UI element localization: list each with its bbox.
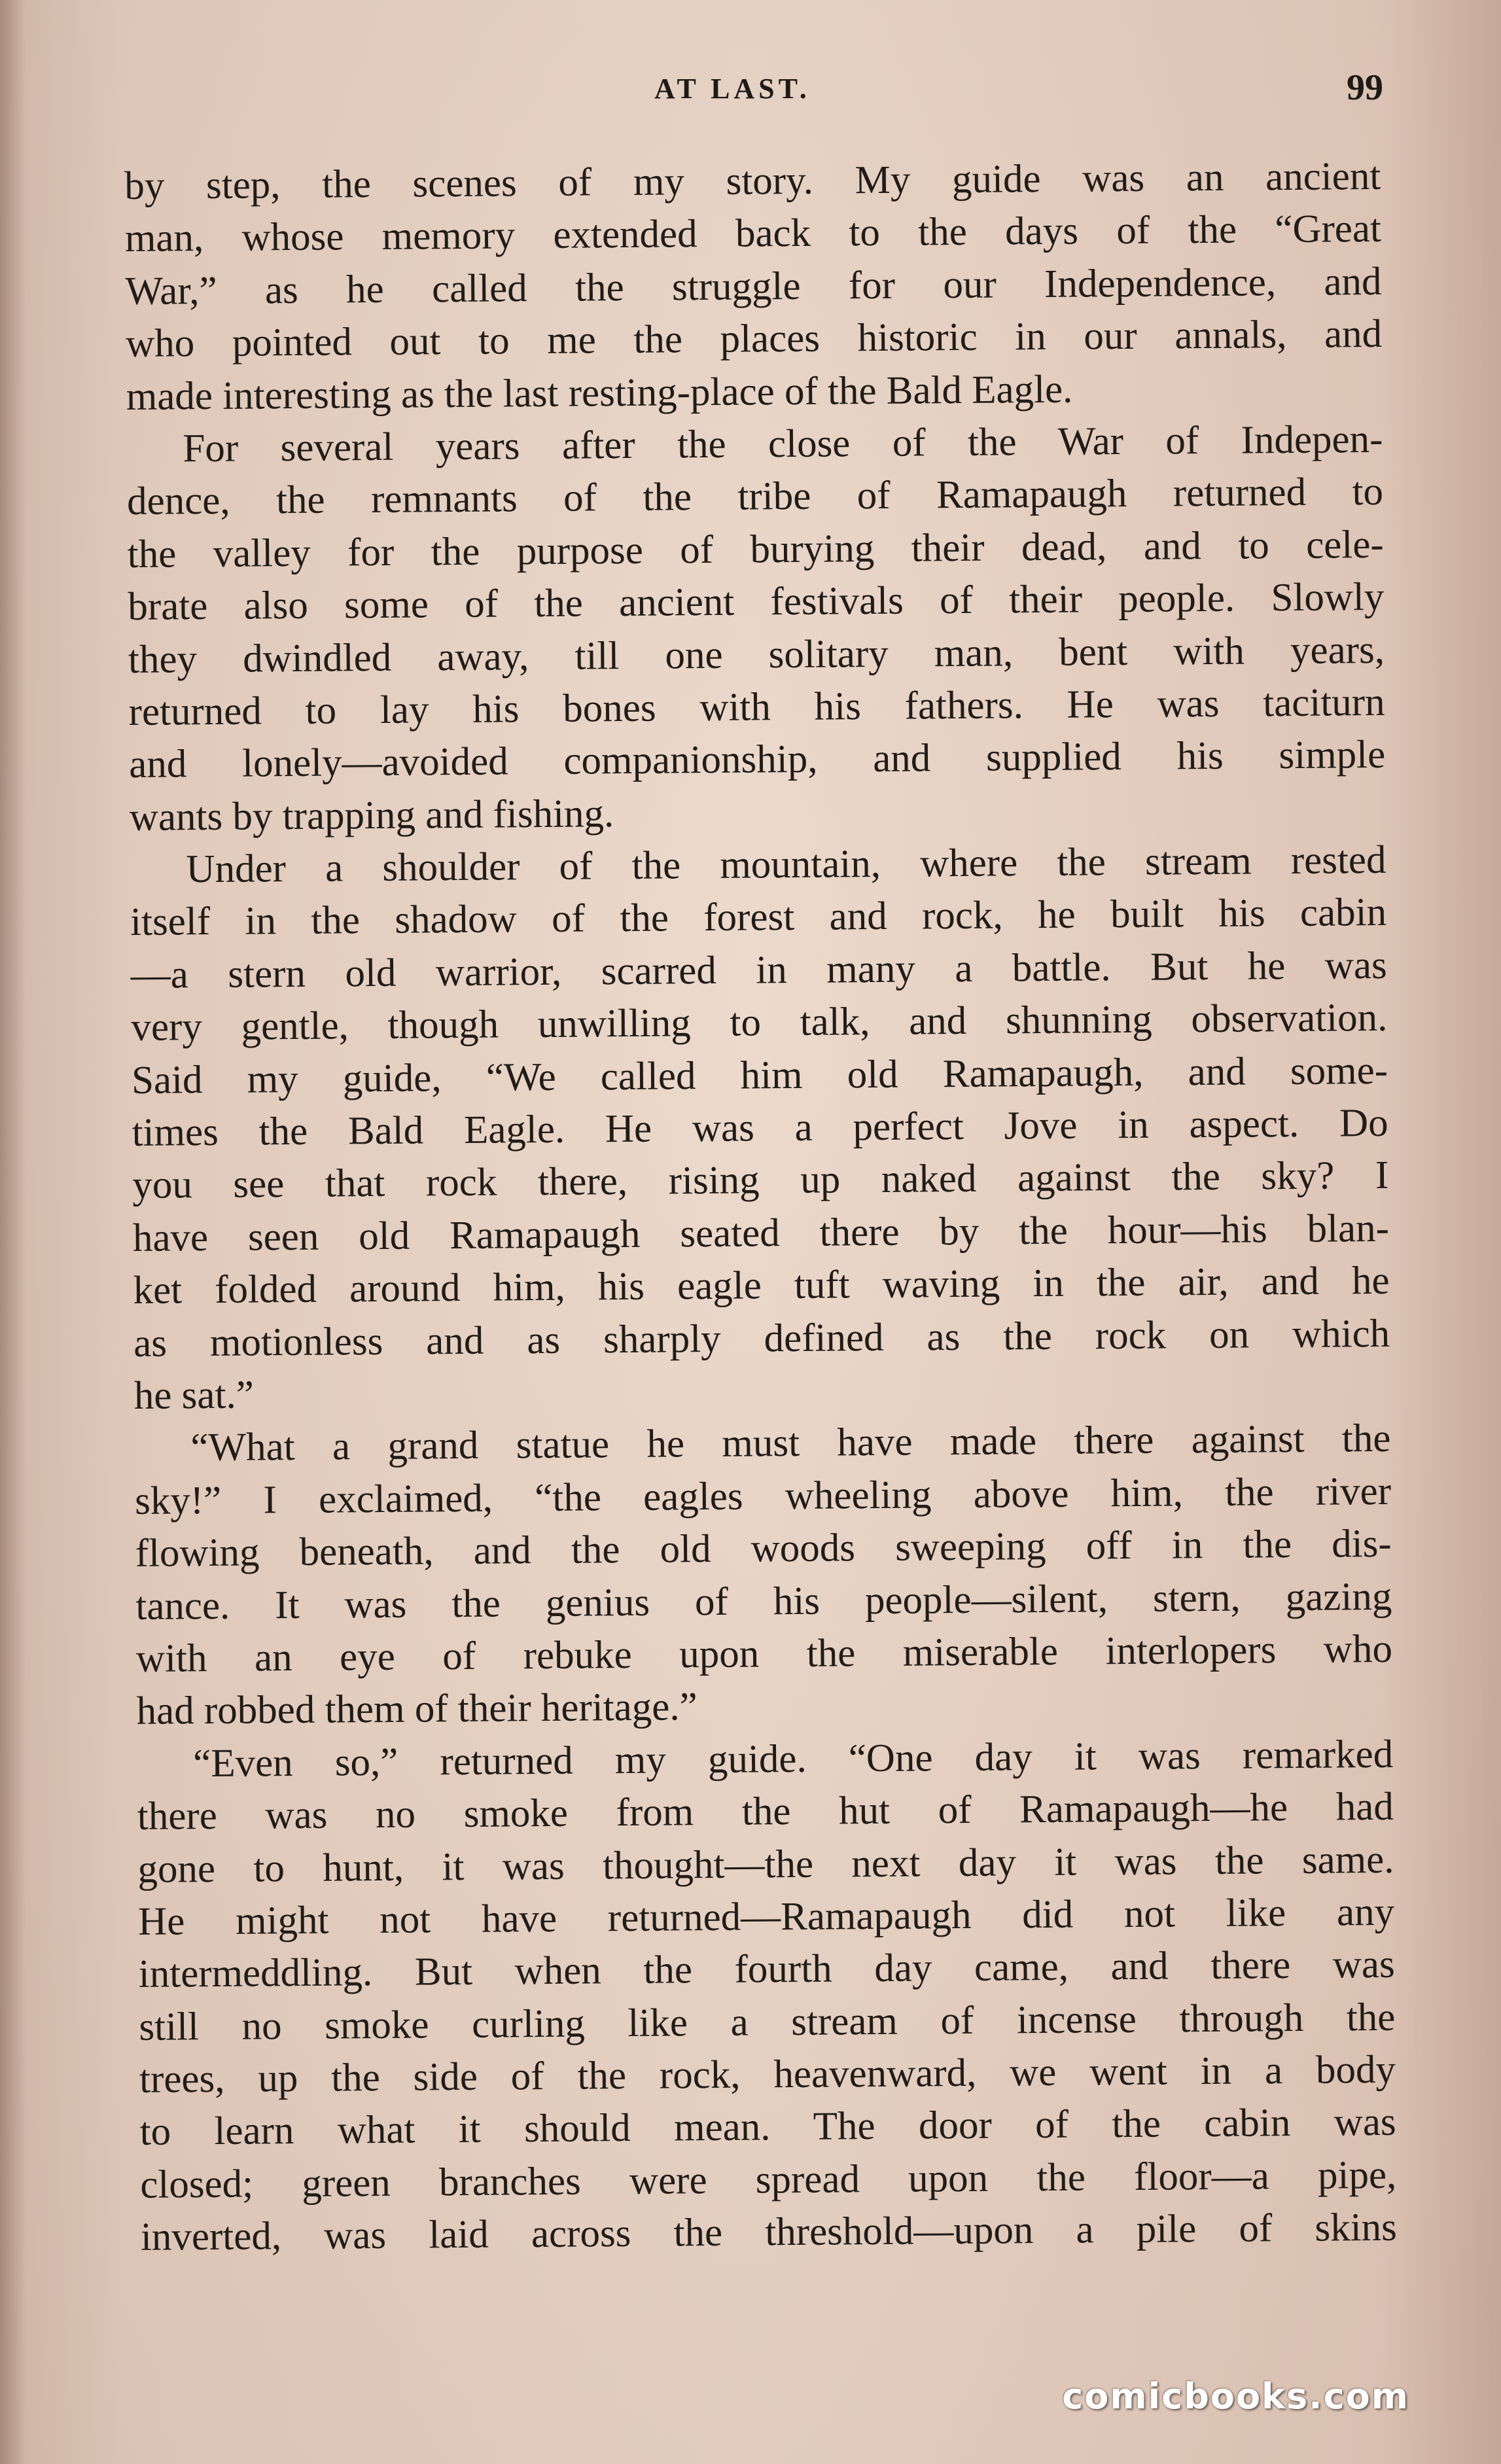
text-line: Said my guide, “We called him old Ramapaugh, and some-: [131, 1048, 1388, 1102]
text-line: returned to lay his bones with his fathers. He was taciturn: [128, 680, 1385, 734]
text-line: intermeddling. But when the fourth day came, and there was: [138, 1943, 1395, 1997]
text-line: Under a shoulder of the mountain, where the stream rested: [186, 837, 1386, 892]
page-header: [0, 67, 1501, 118]
text-line: who pointed out to me the places historic in our annals, and: [125, 312, 1383, 366]
running-head: AT LAST.: [654, 73, 811, 105]
text-line: For several years after the close of the War of Indepen-: [183, 417, 1383, 471]
text-line: to learn what it should mean. The door of the cabin was: [139, 2100, 1396, 2155]
watermark: comicbooks.com: [1062, 2376, 1409, 2417]
text-line: have seen old Ramapaugh seated there by the hour—his blan-: [132, 1206, 1390, 1260]
text-line: “What a grand statue he must have made there against the: [190, 1417, 1391, 1470]
text-line: the valley for the purpose of burying their dead, and to cele-: [127, 522, 1384, 576]
text-line: closed; green branches were spread upon the floor—a pipe,: [140, 2153, 1397, 2207]
text-line: flowing beneath, and the old woods sweeping off in the dis-: [135, 1522, 1392, 1576]
text-line: times the Bald Eagle. He was a perfect Jove in aspect. Do: [132, 1100, 1388, 1155]
text-line: War,” as he called the struggle for our Independence, and: [125, 259, 1382, 313]
page-gutter-shadow: [0, 0, 26, 2464]
body-text: [124, 150, 1397, 2264]
text-line: made interesting as the last resting-place of the Bald Eagle.: [126, 367, 1073, 419]
text-line: with an eye of rebuke upon the miserable interlopers who: [135, 1627, 1393, 1681]
page-number: 99: [1347, 67, 1383, 108]
text-line: wants by trapping and fishing.: [129, 791, 614, 839]
text-line: dence, the remnants of the tribe of Ramapaugh returned to: [126, 470, 1384, 524]
text-line: as motionless and as sharply defined as the rock on which: [133, 1311, 1390, 1365]
text-line: had robbed them of their heritage.”: [136, 1685, 698, 1734]
text-line: still no smoke curling like a stream of incense through the: [139, 1995, 1396, 2049]
text-line: by step, the scenes of my story. My guide was an ancient: [124, 154, 1381, 208]
text-line: very gentle, though unwilling to talk, and shunning observation.: [131, 996, 1388, 1050]
text-line: —a stern old warrior, scarred in many a battle. But he was: [130, 943, 1387, 997]
text-line: and lonely—avoided companionship, and supplied his simple: [128, 733, 1386, 787]
text-line: ket folded around him, his eagle tuft waving in the air, and he: [133, 1259, 1390, 1313]
text-line: tance. It was the genius of his people—silent, stern, gazing: [135, 1574, 1392, 1628]
text-line: sky!” I exclaimed, “the eagles wheeling above him, the river: [134, 1469, 1392, 1523]
text-line: he sat.”: [133, 1373, 255, 1418]
text-line: brate also some of the ancient festivals of their people. Slowly: [128, 575, 1385, 629]
text-line: “Even so,” returned my guide. “One day it was remarked: [192, 1732, 1394, 1786]
text-line: He might not have returned—Ramapaugh did not like any: [137, 1890, 1395, 1944]
text-line: there was no smoke from the hut of Ramapaugh—he had: [137, 1784, 1394, 1839]
text-line: they dwindled away, till one solitary man, bent with years,: [128, 627, 1385, 682]
text-line: you see that rock there, rising up naked against the sky? I: [132, 1153, 1389, 1208]
text-line: itself in the shadow of the forest and rock, he built his cabin: [130, 890, 1387, 945]
text-line: inverted, was laid across the threshold—upon a pile of skins: [140, 2206, 1398, 2260]
text-line: gone to hunt, it was thought—the next day it was the same.: [137, 1837, 1394, 1892]
text-line: trees, up the side of the rock, heavenward, we went in a body: [139, 2047, 1396, 2102]
text-line: man, whose memory extended back to the days of the “Great: [124, 207, 1382, 261]
